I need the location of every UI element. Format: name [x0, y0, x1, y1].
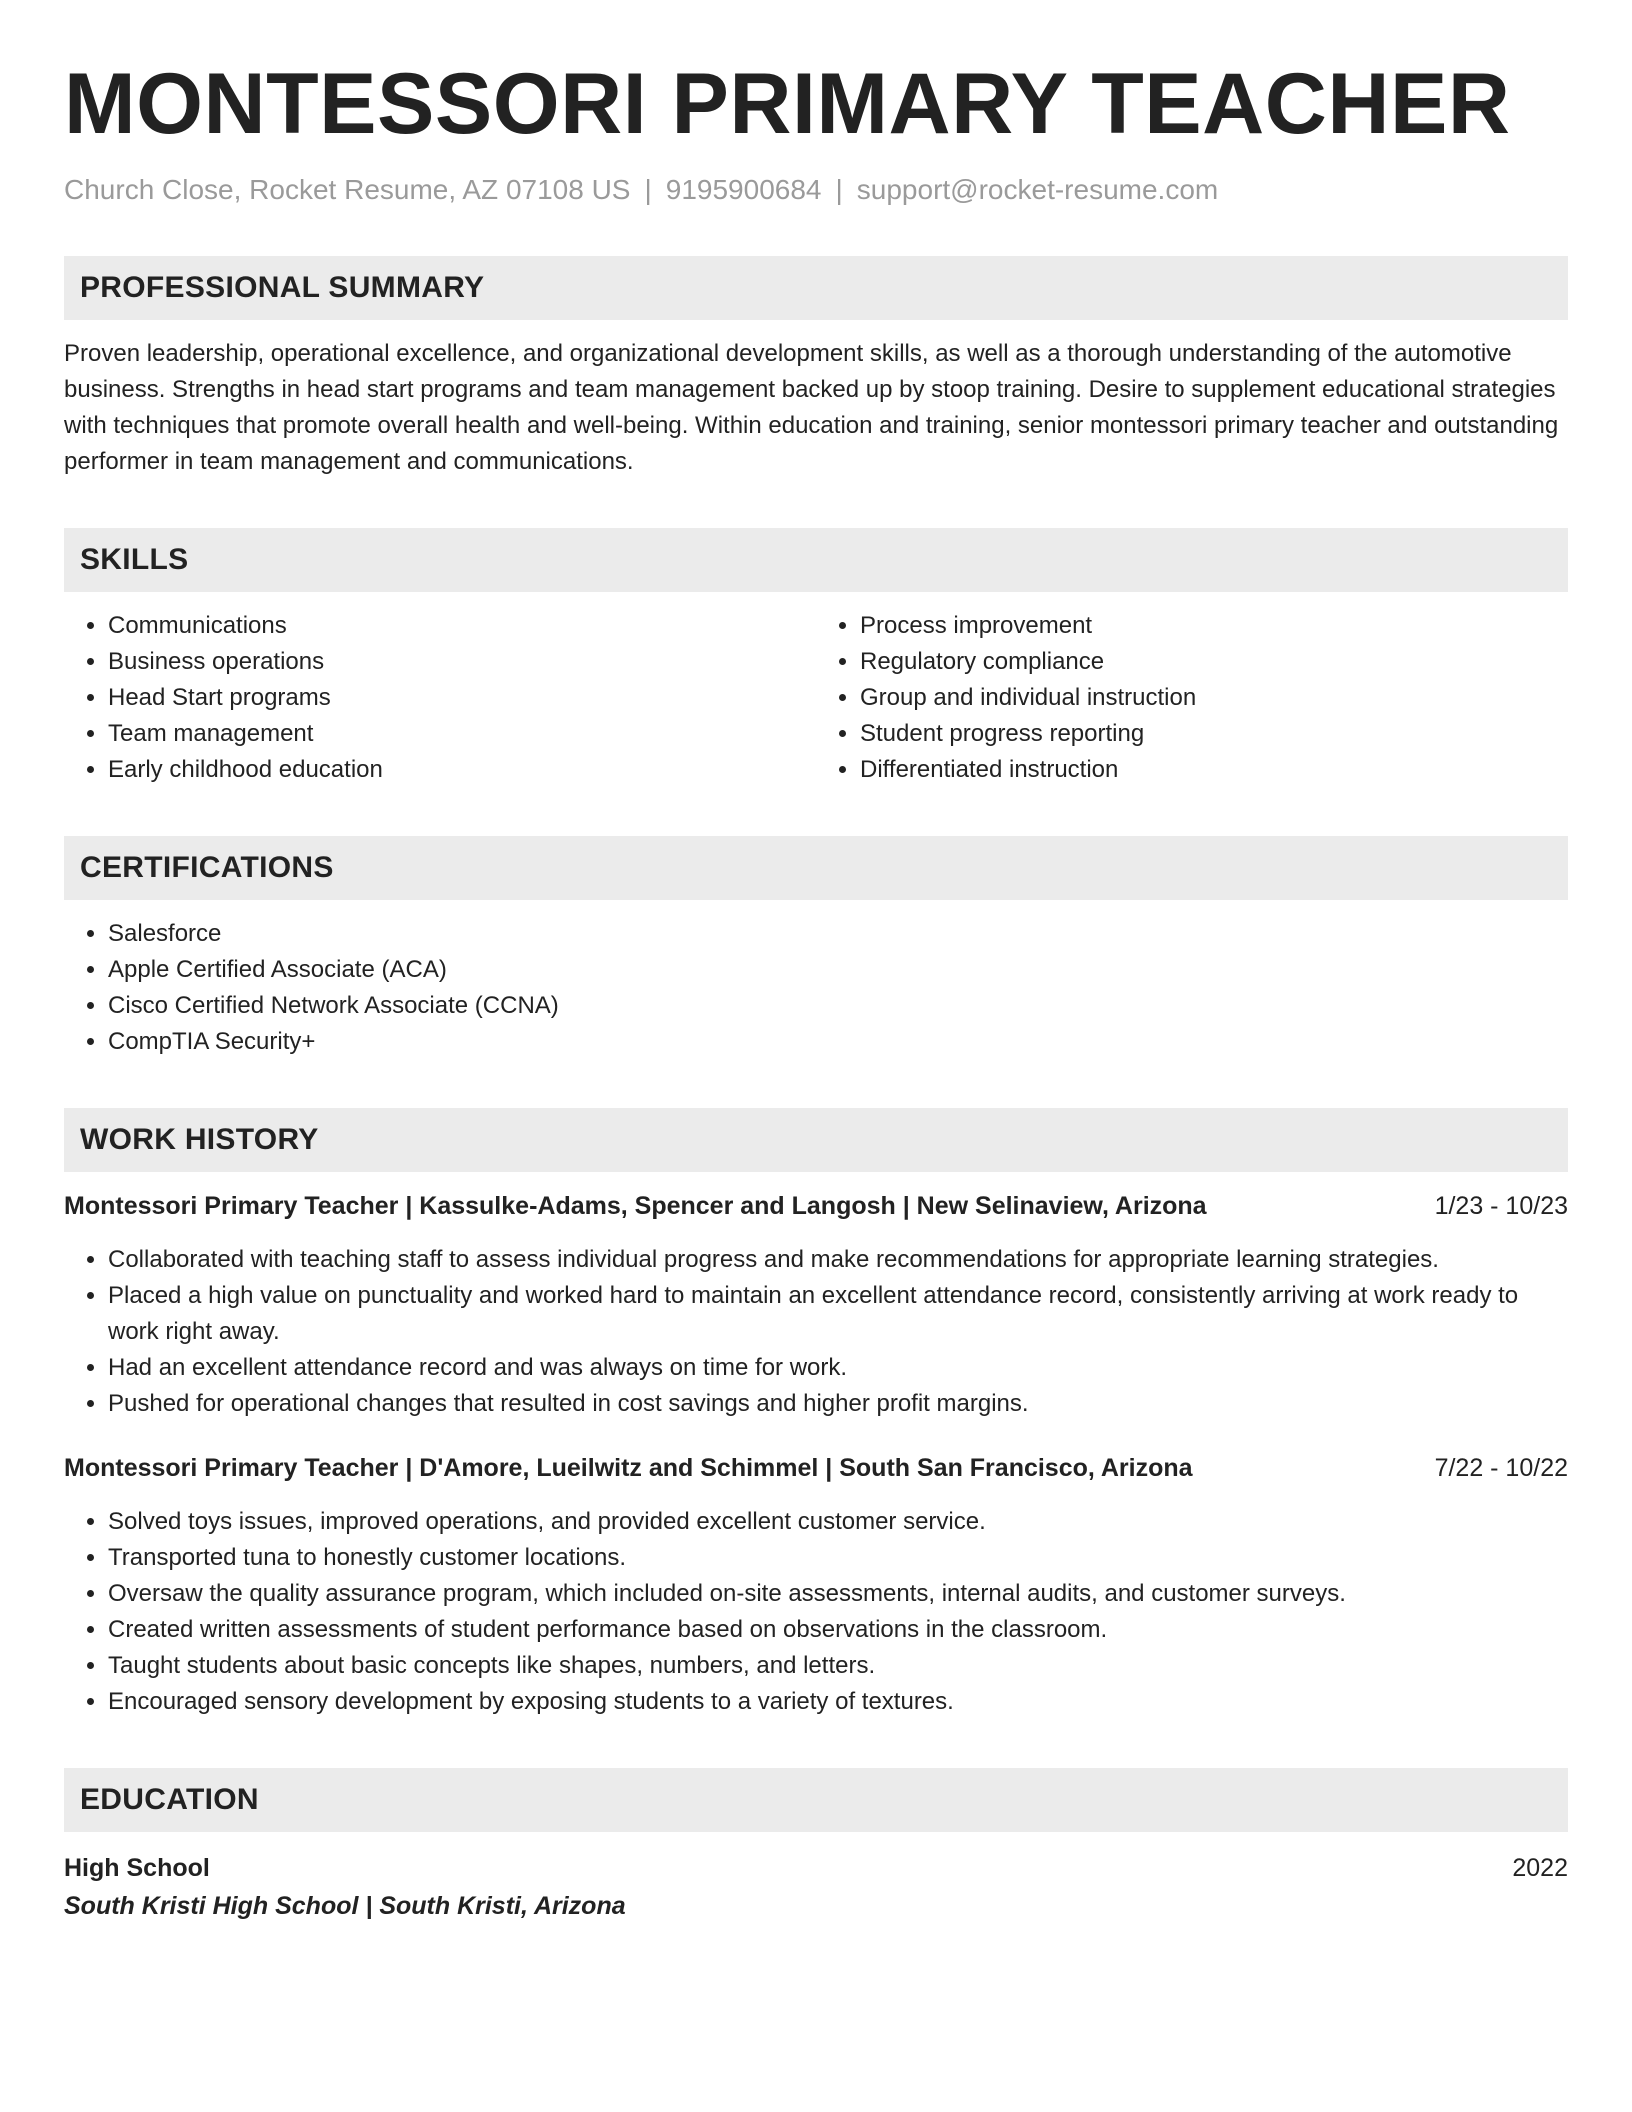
job-bullet: • Encouraged sensory development by exposing students to a variety of textures.	[108, 1684, 1568, 1720]
certification-item: • Apple Certified Associate (ACA)	[108, 952, 1568, 988]
skill-item: • Communications	[108, 608, 816, 644]
summary-text: Proven leadership, operational excellence, and organizational development skills, as well as a thorough understanding of the automotive business. Strengths in head start programs and team management backed up by stoop training. Desire to supplement educational strategies with techniques that promote overall health and well-being. Within education and training, senior montessori primary teacher and outstanding performer in team management and communications.	[64, 340, 1559, 475]
certifications-section-header	[64, 836, 1568, 900]
education-section-header	[64, 1768, 1568, 1832]
job-title: Montessori Primary Teacher | D'Amore, Lueilwitz and Schimmel | South San Francisco, Arizona	[64, 1454, 1193, 1482]
job-bullets	[64, 1504, 1568, 1720]
job-header	[64, 1188, 1568, 1224]
contact-line	[64, 172, 1568, 208]
skill-item: • Business operations	[108, 644, 816, 680]
skills-grid	[64, 592, 1568, 788]
job-dates: 1/23 - 10/23	[1434, 1192, 1568, 1220]
job-entry	[64, 1188, 1568, 1422]
job-bullet: • Transported tuna to honestly customer locations.	[108, 1540, 1568, 1576]
job-bullet: • Had an excellent attendance record and was always on time for work.	[108, 1350, 1568, 1386]
job-bullet: • Solved toys issues, improved operations, and provided excellent customer service.	[108, 1504, 1568, 1540]
work-section-header	[64, 1108, 1568, 1172]
job-title: Montessori Primary Teacher | Kassulke-Adams, Spencer and Langosh | New Selinaview, Arizona	[64, 1192, 1207, 1220]
education-year: 2022	[1512, 1854, 1568, 1882]
skill-item: • Differentiated instruction	[860, 752, 1568, 788]
contact-address: Church Close, Rocket Resume, AZ 07108 US	[64, 174, 631, 205]
job-header	[64, 1450, 1568, 1486]
skills-list-right	[816, 608, 1568, 788]
job-bullet: • Pushed for operational changes that resulted in cost savings and higher profit margins.	[108, 1386, 1568, 1422]
education-heading: EDUCATION	[80, 1783, 259, 1816]
job-bullet: • Placed a high value on punctuality and worked hard to maintain an excellent attendance record, consistently arriving at work ready to work right away.	[108, 1278, 1568, 1350]
contact-separator: |	[835, 174, 843, 205]
education-header	[64, 1850, 1568, 1886]
education-entry	[64, 1850, 1568, 1924]
education-school: South Kristi High School | South Kristi, Arizona	[64, 1892, 626, 1920]
skill-item: • Process improvement	[860, 608, 1568, 644]
certification-item: • CompTIA Security+	[108, 1024, 1568, 1060]
summary-section-header	[64, 256, 1568, 320]
education-degree: High School	[64, 1854, 210, 1882]
skills-heading: SKILLS	[80, 543, 189, 576]
skill-item: • Regulatory compliance	[860, 644, 1568, 680]
skill-item: • Early childhood education	[108, 752, 816, 788]
job-entry	[64, 1450, 1568, 1720]
skill-item: • Student progress reporting	[860, 716, 1568, 752]
skill-item: • Group and individual instruction	[860, 680, 1568, 716]
certifications-heading: CERTIFICATIONS	[80, 851, 334, 884]
skill-item: • Head Start programs	[108, 680, 816, 716]
certification-item: • Salesforce	[108, 916, 1568, 952]
work-heading: WORK HISTORY	[80, 1123, 319, 1156]
certification-item: • Cisco Certified Network Associate (CCNA)	[108, 988, 1568, 1024]
contact-email: support@rocket-resume.com	[856, 174, 1219, 205]
job-bullets	[64, 1242, 1568, 1422]
summary-heading: PROFESSIONAL SUMMARY	[80, 271, 485, 304]
job-bullet: • Collaborated with teaching staff to assess individual progress and make recommendations for appropriate learning strategies.	[108, 1242, 1568, 1278]
certifications-list	[64, 916, 1568, 1060]
contact-separator: |	[644, 174, 652, 205]
contact-phone: 9195900684	[665, 174, 822, 205]
job-dates: 7/22 - 10/22	[1434, 1454, 1568, 1482]
job-bullet: • Oversaw the quality assurance program, which included on-site assessments, internal audits, and customer surveys.	[108, 1576, 1568, 1612]
skill-item: • Team management	[108, 716, 816, 752]
skills-section-header	[64, 528, 1568, 592]
job-bullet: • Created written assessments of student performance based on observations in the classroom.	[108, 1612, 1568, 1648]
job-bullet: • Taught students about basic concepts like shapes, numbers, and letters.	[108, 1648, 1568, 1684]
candidate-name: MONTESSORI PRIMARY TEACHER	[64, 56, 1511, 152]
skills-list-left	[64, 608, 816, 788]
